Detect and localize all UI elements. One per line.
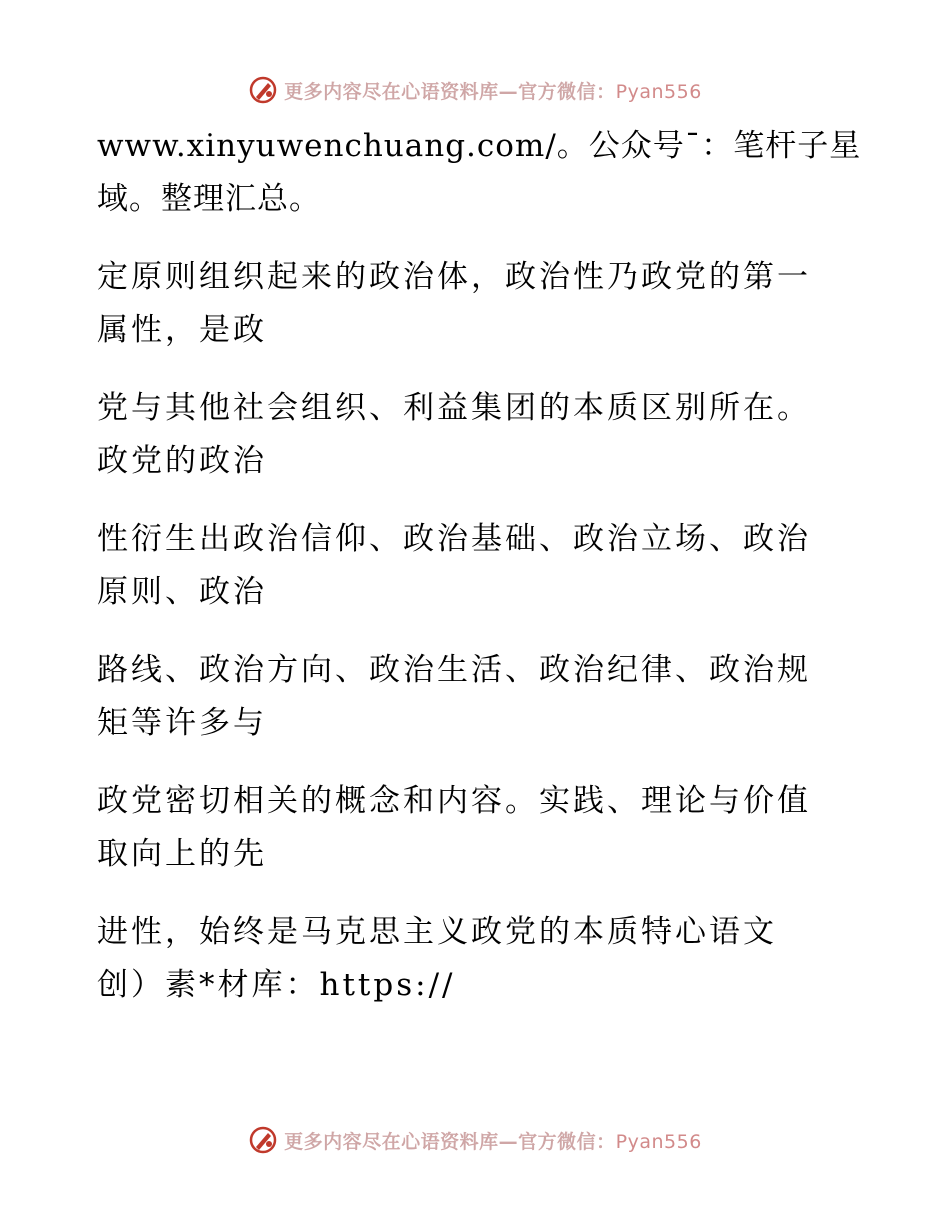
pen-logo-icon [248,75,278,105]
paragraph-7 [97,906,837,1012]
paragraph-3 [97,382,837,488]
paragraph-2 [97,251,837,357]
paragraph-line: 党与其他社会组织、利益集团的本质区别所在。 [97,390,811,426]
paragraph-line: 矩等许多与 [97,705,267,741]
paragraph-1 [97,120,862,226]
paragraph-line: 属性，是政 [97,312,267,348]
paragraph-line: 取向上的先 [97,836,267,872]
paragraph-line: 定原则组织起来的政治体，政治性乃政党的第一 [97,259,811,295]
paragraph-5 [97,644,837,750]
paragraph-line: 政党密切相关的概念和内容。实践、理论与价值 [97,783,811,819]
paragraph-6 [97,775,837,881]
paragraph-line: 路线、政治方向、政治生活、政治纪律、政治规 [97,652,811,688]
footer-watermark [0,1120,950,1160]
paragraph-line: 域。整理汇总。 [97,181,321,217]
paragraph-4 [97,513,837,619]
paragraph-line: 原则、政治 [97,574,267,610]
watermark-wechat-id: Pyan556 [615,80,702,103]
paragraph-line: 创）素*材库：https:// [97,967,456,1003]
paragraph-line: www.xinyuwenchuang.com/。公众号¯：笔杆子星 [97,128,862,164]
paragraph-line: 进性，始终是马克思主义政党的本质特心语文 [97,914,777,950]
watermark-wechat-id: Pyan556 [615,1130,702,1153]
paragraph-line: 政党的政治 [97,443,267,479]
pen-logo-icon [248,1125,278,1155]
header-watermark [0,70,950,110]
paragraph-line: 性衍生出政治信仰、政治基础、政治立场、政治 [97,521,811,557]
watermark-text: 更多内容尽在心语资料库—官方微信：Pyan556 [284,80,702,103]
document-body [97,120,862,1037]
watermark-text: 更多内容尽在心语资料库—官方微信：Pyan556 [284,1130,702,1153]
